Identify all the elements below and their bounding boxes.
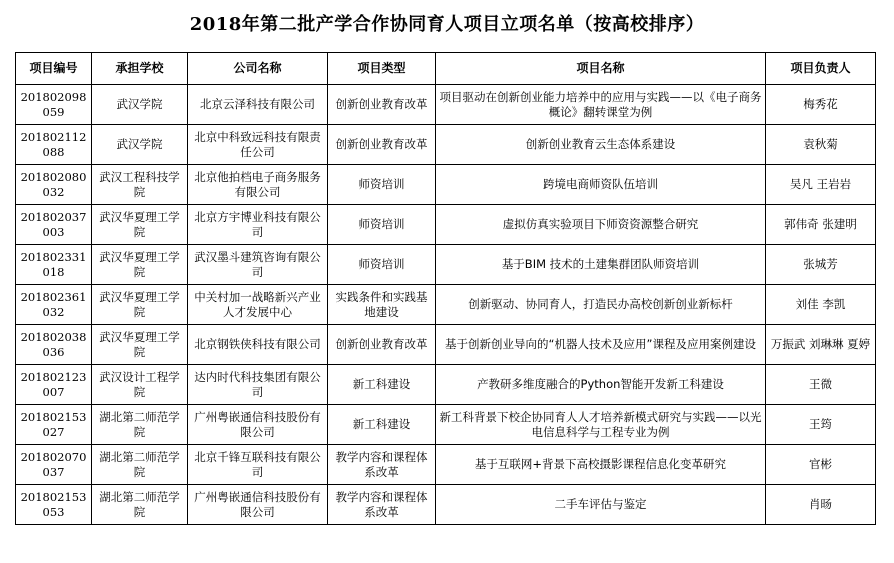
- table-header-row: [16, 53, 876, 85]
- cell-company: 北京他拍档电子商务服务有限公司: [188, 165, 328, 205]
- table-row: [16, 485, 876, 525]
- cell-code: 201802123007: [16, 365, 92, 405]
- header-school: 承担学校: [92, 53, 188, 85]
- cell-project: 基于互联网+背景下高校摄影课程信息化变革研究: [436, 445, 766, 485]
- cell-type: 师资培训: [328, 245, 436, 285]
- project-table: [15, 52, 876, 525]
- cell-company: 武汉墨斗建筑咨询有限公司: [188, 245, 328, 285]
- cell-company: 北京云泽科技有限公司: [188, 85, 328, 125]
- cell-school: 湖北第二师范学院: [92, 405, 188, 445]
- cell-school: 武汉华夏理工学院: [92, 245, 188, 285]
- cell-company: 广州粤嵌通信科技股份有限公司: [188, 405, 328, 445]
- cell-type: 师资培训: [328, 165, 436, 205]
- cell-leader: 肖旸: [766, 485, 876, 525]
- cell-school: 武汉华夏理工学院: [92, 285, 188, 325]
- cell-code: 201802098059: [16, 85, 92, 125]
- cell-leader: 张城芳: [766, 245, 876, 285]
- header-leader: 项目负责人: [766, 53, 876, 85]
- cell-project: 基于BIM 技术的土建集群团队师资培训: [436, 245, 766, 285]
- cell-type: 师资培训: [328, 205, 436, 245]
- cell-school: 武汉华夏理工学院: [92, 325, 188, 365]
- cell-code: 201802038036: [16, 325, 92, 365]
- cell-project: 虚拟仿真实验项目下师资资源整合研究: [436, 205, 766, 245]
- table-row: [16, 85, 876, 125]
- cell-project: 产教研多维度融合的Python智能开发新工科建设: [436, 365, 766, 405]
- cell-leader: 郭伟奇 张建明: [766, 205, 876, 245]
- cell-type: 创新创业教育改革: [328, 85, 436, 125]
- cell-company: 北京钢铁侠科技有限公司: [188, 325, 328, 365]
- table-row: [16, 245, 876, 285]
- table-row: [16, 165, 876, 205]
- cell-code: 201802080032: [16, 165, 92, 205]
- cell-school: 武汉华夏理工学院: [92, 205, 188, 245]
- table-row: [16, 405, 876, 445]
- cell-type: 新工科建设: [328, 365, 436, 405]
- cell-project: 项目驱动在创新创业能力培养中的应用与实践——以《电子商务概论》翻转课堂为例: [436, 85, 766, 125]
- cell-code: 201802361032: [16, 285, 92, 325]
- cell-company: 广州粤嵌通信科技股份有限公司: [188, 485, 328, 525]
- table-row: [16, 125, 876, 165]
- cell-company: 北京中科致远科技有限责任公司: [188, 125, 328, 165]
- cell-school: 湖北第二师范学院: [92, 445, 188, 485]
- cell-project: 创新驱动、协同育人，打造民办高校创新创业新标杆: [436, 285, 766, 325]
- cell-project: 基于创新创业导向的“机器人技术及应用”课程及应用案例建设: [436, 325, 766, 365]
- cell-type: 教学内容和课程体系改革: [328, 485, 436, 525]
- cell-leader: 袁秋菊: [766, 125, 876, 165]
- cell-type: 新工科建设: [328, 405, 436, 445]
- cell-company: 北京方宇博业科技有限公司: [188, 205, 328, 245]
- cell-leader: 王筠: [766, 405, 876, 445]
- cell-project: 二手车评估与鉴定: [436, 485, 766, 525]
- cell-company: 北京千锋互联科技有限公司: [188, 445, 328, 485]
- cell-school: 武汉工程科技学院: [92, 165, 188, 205]
- cell-code: 201802070037: [16, 445, 92, 485]
- page-title: 2018年第二批产学合作协同育人项目立项名单（按高校排序）: [189, 14, 705, 35]
- cell-leader: 梅秀花: [766, 85, 876, 125]
- cell-leader: 万振武 刘琳琳 夏婷: [766, 325, 876, 365]
- table-row: [16, 365, 876, 405]
- cell-leader: 官彬: [766, 445, 876, 485]
- cell-project: 跨境电商师资队伍培训: [436, 165, 766, 205]
- cell-project: 创新创业教育云生态体系建设: [436, 125, 766, 165]
- cell-type: 实践条件和实践基地建设: [328, 285, 436, 325]
- header-company: 公司名称: [188, 53, 328, 85]
- header-code: 项目编号: [16, 53, 92, 85]
- cell-code: 201802037003: [16, 205, 92, 245]
- cell-code: 201802153053: [16, 485, 92, 525]
- cell-leader: 刘佳 李凯: [766, 285, 876, 325]
- cell-type: 教学内容和课程体系改革: [328, 445, 436, 485]
- cell-code: 201802112088: [16, 125, 92, 165]
- cell-leader: 王微: [766, 365, 876, 405]
- header-project: 项目名称: [436, 53, 766, 85]
- cell-code: 201802331018: [16, 245, 92, 285]
- cell-school: 武汉学院: [92, 85, 188, 125]
- header-type: 项目类型: [328, 53, 436, 85]
- cell-school: 武汉设计工程学院: [92, 365, 188, 405]
- table-row: [16, 445, 876, 485]
- cell-code: 201802153027: [16, 405, 92, 445]
- cell-project: 新工科背景下校企协同育人人才培养新模式研究与实践——以光电信息科学与工程专业为例: [436, 405, 766, 445]
- cell-school: 湖北第二师范学院: [92, 485, 188, 525]
- cell-leader: 吴凡 王岩岩: [766, 165, 876, 205]
- table-row: [16, 205, 876, 245]
- table-row: [16, 285, 876, 325]
- cell-type: 创新创业教育改革: [328, 325, 436, 365]
- cell-school: 武汉学院: [92, 125, 188, 165]
- table-row: [16, 325, 876, 365]
- cell-company: 中关村加一战略新兴产业人才发展中心: [188, 285, 328, 325]
- cell-type: 创新创业教育改革: [328, 125, 436, 165]
- cell-company: 达内时代科技集团有限公司: [188, 365, 328, 405]
